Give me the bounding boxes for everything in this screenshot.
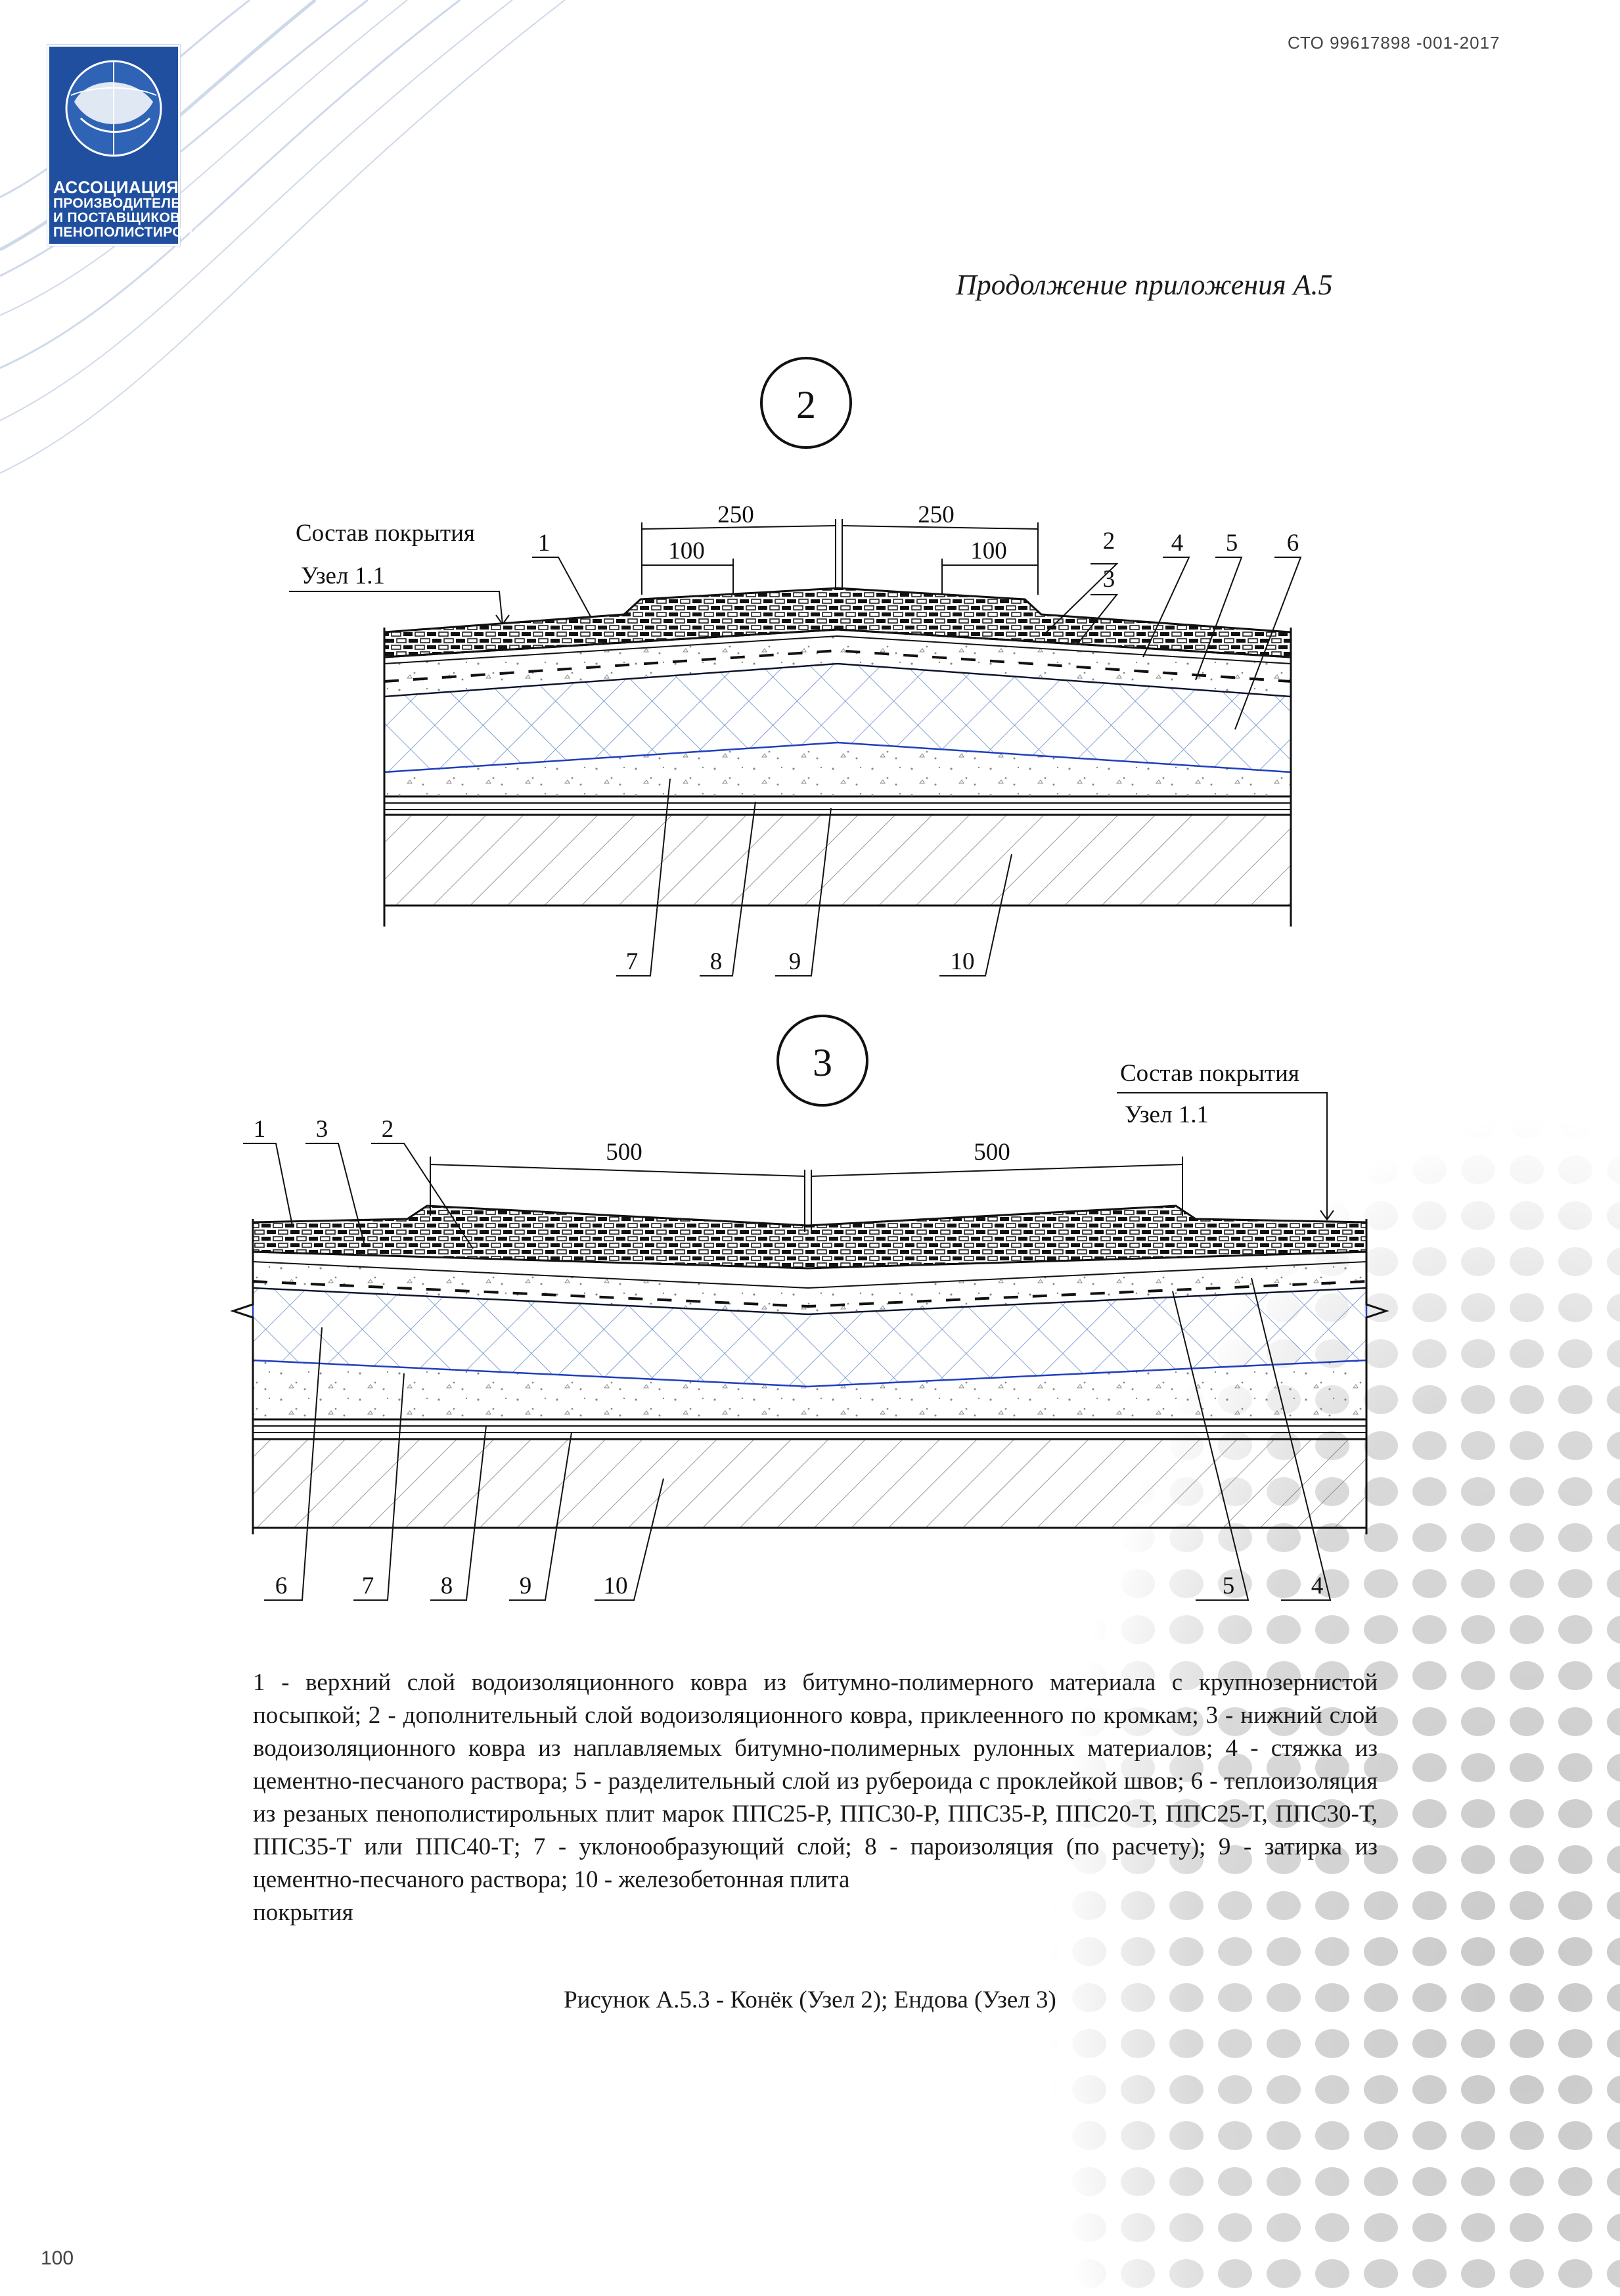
logo-line: ПЕНОПОЛИСТИРОЛА [53, 225, 203, 240]
node-3-callout-3: 3 [315, 1116, 328, 1143]
logo-line: И ПОСТАВЩИКОВ [53, 210, 181, 225]
node-3-callout-4: 4 [1311, 1573, 1324, 1599]
node-3-composition-label: Состав покрытия [1120, 1060, 1299, 1087]
logo-line: АССОЦИАЦИЯ [53, 177, 179, 197]
node-3-callout-9: 9 [519, 1573, 532, 1599]
node-3-callout-6: 6 [275, 1573, 288, 1599]
node-3-callout-10: 10 [603, 1573, 628, 1599]
legend-tail: покрытия [253, 1899, 353, 1926]
node-2-composition-label: Состав покрытия [296, 520, 475, 547]
node-2-callout-5: 5 [1225, 530, 1238, 557]
node-2-callout-3: 3 [1102, 566, 1115, 593]
node-3-dim-500-right: 500 [974, 1139, 1010, 1166]
node-2-dim-100-right: 100 [970, 538, 1007, 564]
node-3-callout-7: 7 [361, 1573, 374, 1599]
figure-caption: Рисунок А.5.3 - Конёк (Узел 2); Ендова (Узел 3) [564, 1986, 1056, 2013]
node-2-callout-9: 9 [788, 948, 801, 975]
page-number: 100 [41, 2247, 74, 2269]
node-2-callout-8: 8 [709, 948, 723, 975]
node-2-callout-4: 4 [1171, 530, 1184, 557]
node-2-callout-2: 2 [1102, 528, 1115, 555]
node-2-callout-7: 7 [625, 948, 639, 975]
node-3-callout-8: 8 [440, 1573, 453, 1599]
node-2-callout-6: 6 [1286, 530, 1299, 557]
node-2-drawing [289, 358, 1301, 976]
node-2-dim-250-right: 250 [918, 501, 955, 528]
node-3-number: 3 [813, 1041, 832, 1084]
node-3-drawing [233, 1016, 1386, 1600]
appendix-title: Продолжение приложения А.5 [956, 269, 1333, 301]
drawing-legend [253, 1666, 1378, 1929]
node-2-callout-1: 1 [537, 530, 551, 557]
node-3-composition-ref: Узел 1.1 [1125, 1101, 1209, 1128]
node-3-callout-1: 1 [253, 1116, 266, 1143]
node-2-composition-ref: Узел 1.1 [301, 563, 385, 589]
node-3-callout-5: 5 [1222, 1573, 1235, 1599]
node-3-dim-500-left: 500 [606, 1139, 642, 1166]
node-2-dim-100-left: 100 [668, 538, 705, 564]
logo-line: ПРОИЗВОДИТЕЛЕЙ [53, 196, 191, 211]
document-code: СТО 99617898 -001-2017 [1288, 33, 1500, 53]
node-2-number: 2 [796, 383, 816, 426]
node-3-callout-2: 2 [381, 1116, 394, 1143]
node-2-callout-10: 10 [950, 948, 975, 975]
legend-text: 1 - верхний слой водоизоляционного ковра из битумно-полимерного материала с крупнозернистой посыпкой; 2 - дополнительный слой водоизоляционного ковра, приклеенного по кромкам; 3 - нижний слой водоизоляционного ковра из наплавляемых битумно-полимерных рулонных материалов; 4 - стяжка из цементно-песчаного раствора; 5 - разделительный слой из рубероида с проклейкой швов; 6 - теплоизоляция из резаных пенополистирольных плит марок ППС25-Р, ППС30-Р, ППС35-Р, ППС20-Т, ППС25-Т, ППС30-Т, ППС35-Т или ППС40-Т; 7 - уклонообразующий слой; 8 - пароизоляция (по расчету); 9 - затирка из цементно-песчаного раствора; 10 - железобетонная плита [253, 1669, 1378, 1893]
node-2-dim-250-left: 250 [717, 501, 754, 528]
